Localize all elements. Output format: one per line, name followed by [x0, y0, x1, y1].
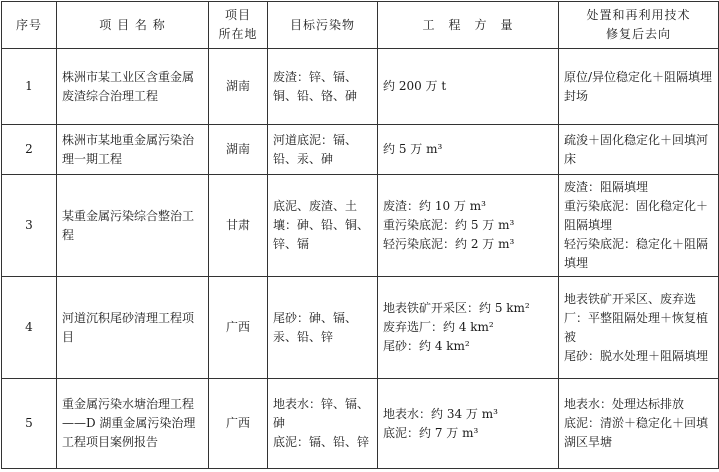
- cell-no: 1: [2, 49, 57, 125]
- cell-location: 湖南: [209, 49, 268, 125]
- cell-no: 3: [2, 175, 57, 277]
- cell-quantity: 约 200 万 t: [378, 49, 559, 125]
- case-table: [1, 1, 719, 469]
- cell-project: 重金属污染水塘治理工程——D 湖重金属污染治理工程项目案例报告: [57, 379, 209, 469]
- cell-project: 某重金属污染综合整治工程: [57, 175, 209, 277]
- table-row: [2, 49, 719, 125]
- cell-project: 河道沉积尾砂清理工程项目: [57, 277, 209, 379]
- cell-disposal: 地表铁矿开采区、废弃选厂：平整阻隔处理＋恢复植被 尾砂：脱水处理＋阻隔填埋: [559, 277, 719, 379]
- table-row: [2, 277, 719, 379]
- cell-pollutant: 底泥、废渣、土壤：砷、铅、铜、锌、镉: [268, 175, 378, 277]
- cell-disposal: 地表水：处理达标排放 底泥：清淤＋稳定化＋回填湖区旱塘: [559, 379, 719, 469]
- cell-project: 株洲市某地重金属污染治理一期工程: [57, 125, 209, 175]
- cell-disposal: 原位/异位稳定化＋阻隔填埋封场: [559, 49, 719, 125]
- cell-location: 湖南: [209, 125, 268, 175]
- cell-no: 5: [2, 379, 57, 469]
- header-no: 序号: [2, 2, 57, 49]
- cell-pollutant: 废渣：锌、镉、铜、铅、铬、砷: [268, 49, 378, 125]
- cell-no: 4: [2, 277, 57, 379]
- cell-location: 广西: [209, 379, 268, 469]
- cell-pollutant: 尾砂：砷、镉、汞、铅、锌: [268, 277, 378, 379]
- table-row: [2, 125, 719, 175]
- header-quantity: 工 程 方 量: [378, 2, 559, 49]
- cell-quantity: 地表铁矿开采区：约 5 km² 废弃选厂：约 4 km² 尾砂：约 4 km²: [378, 277, 559, 379]
- table-row: [2, 175, 719, 277]
- cell-disposal: 疏浚＋固化稳定化＋回填河床: [559, 125, 719, 175]
- cell-quantity: 废渣：约 10 万 m³ 重污染底泥：约 5 万 m³ 轻污染底泥：约 2 万 m³: [378, 175, 559, 277]
- cell-location: 广西: [209, 277, 268, 379]
- header-pollutant: 目标污染物: [268, 2, 378, 49]
- cell-quantity: 地表水：约 34 万 m³ 底泥：约 7 万 m³: [378, 379, 559, 469]
- table-row: [2, 379, 719, 469]
- header-project: 项 目 名 称: [57, 2, 209, 49]
- header-disposal: 处置和再利用技术 修复后去向: [559, 2, 719, 49]
- cell-disposal: 废渣：阻隔填埋 重污染底泥：固化稳定化＋阻隔填埋 轻污染底泥：稳定化＋阻隔填埋: [559, 175, 719, 277]
- cell-quantity: 约 5 万 m³: [378, 125, 559, 175]
- header-row: [2, 2, 719, 49]
- cell-location: 甘肃: [209, 175, 268, 277]
- header-location: 项目 所在地: [209, 2, 268, 49]
- cell-project: 株洲市某工业区含重金属废渣综合治理工程: [57, 49, 209, 125]
- cell-pollutant: 河道底泥：镉、铅、汞、砷: [268, 125, 378, 175]
- cell-pollutant: 地表水：锌、镉、砷 底泥：镉、铅、锌: [268, 379, 378, 469]
- cell-no: 2: [2, 125, 57, 175]
